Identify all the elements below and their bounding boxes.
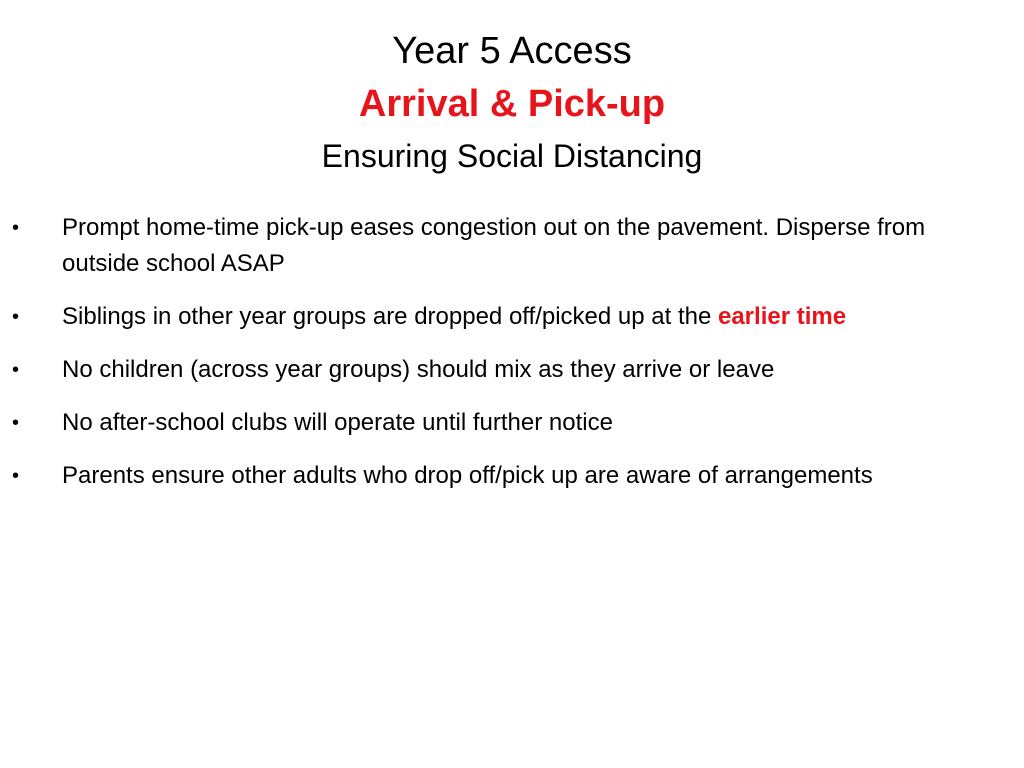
slide-subtitle: Ensuring Social Distancing xyxy=(321,138,703,174)
bullet-icon: • xyxy=(12,465,20,487)
bullet-item xyxy=(0,458,1024,494)
title-block xyxy=(0,26,1024,180)
bullet-icon: • xyxy=(12,359,20,381)
bullet-item xyxy=(0,352,1024,388)
bullet-text: Siblings in other year groups are dropped off/picked up at the xyxy=(62,303,718,330)
bullet-icon: • xyxy=(12,412,20,434)
bullet-text: No children (across year groups) should mix as they arrive or leave xyxy=(62,356,775,383)
bullet-highlight-text: earlier time xyxy=(717,303,847,330)
bullet-list xyxy=(0,210,1024,511)
bullet-item xyxy=(0,405,1024,441)
bullet-icon: • xyxy=(12,217,20,239)
slide-title: Year 5 Access xyxy=(392,30,632,72)
bullet-text: Prompt home-time pick-up eases congestion out on the pavement. Disperse from outside school ASAP xyxy=(62,214,926,277)
bullet-item xyxy=(0,299,1024,335)
slide-subtitle-highlight: Arrival & Pick-up xyxy=(358,83,666,125)
bullet-text: Parents ensure other adults who drop off/pick up are aware of arrangements xyxy=(62,462,873,489)
bullet-item xyxy=(0,210,1024,282)
bullet-text: No after-school clubs will operate until further notice xyxy=(62,409,613,436)
bullet-icon: • xyxy=(12,306,20,328)
